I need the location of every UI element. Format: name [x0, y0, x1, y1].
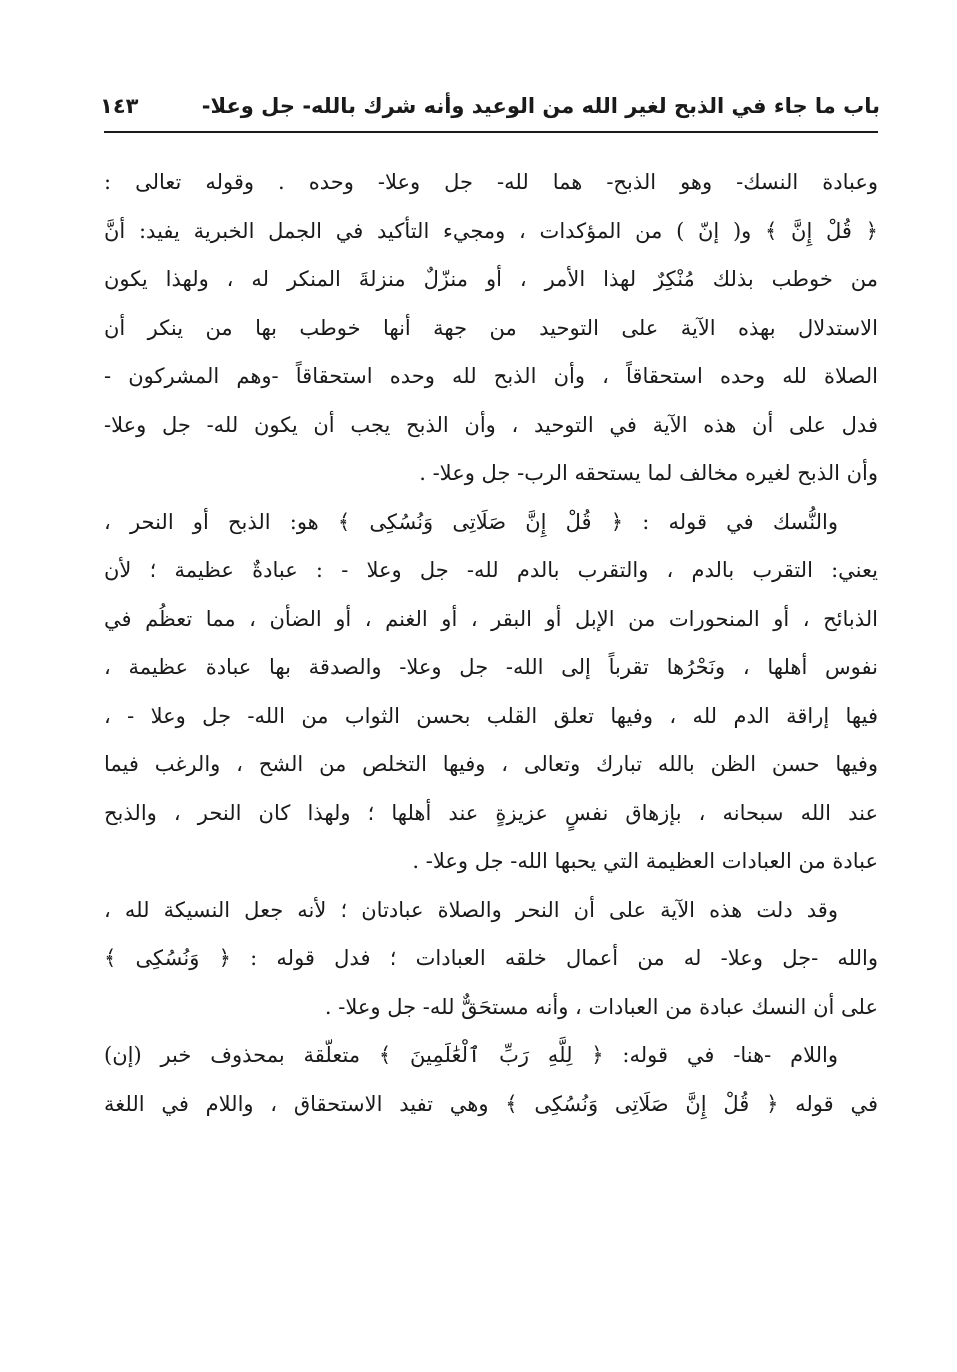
body-text: [104, 158, 878, 1128]
text-line: عند الله سبحانه ، بإزهاق نفسٍ عزيزةٍ عند أهلها ؛ ولهذا كان النحر ، والذبح: [104, 800, 878, 825]
text-line: وفيها حسن الظن بالله تبارك وتعالى ، وفيها التخلص من الشح ، والرغب فيما: [104, 752, 878, 776]
text-line: على أن النسك عبادة من العبادات ، وأنه مستحَقٌّ لله- جل وعلا- .: [324, 994, 878, 1019]
text-line: يعني: التقرب بالدم ، والتقرب بالدم لله- جل وعلا - : عبادةٌ عظيمة ؛ لأن: [104, 558, 878, 582]
text-line: وعبادة النسك- وهو الذبح- هما لله- جل وعلا- وحده . وقوله تعالى :: [104, 170, 878, 194]
text-line: عبادة من العبادات العظيمة التي يحبها الله- جل وعلا- .: [412, 849, 878, 873]
text-line: الصلاة لله وحده استحقاقاً ، وأن الذبح لله وحده استحقاقاً -وهم المشركون -: [104, 364, 878, 388]
text-line: في قوله ﴿ قُلْ إِنَّ صَلَاتِى وَنُسُكِى ﴾ وهي تفيد الاستحقاق ، واللام في اللغة: [104, 1091, 878, 1116]
text-line: نفوس أهلها ، ونَحْرُها تقرباً إلى الله- جل وعلا- والصدقة بها عبادة عظيمة ،: [104, 655, 878, 679]
text-line: والله -جل وعلا- له من أعمال خلقه العبادات ؛ فدل قوله : ﴿ وَنُسُكِى ﴾: [104, 946, 878, 970]
text-line: والنُّسك في قوله : ﴿ قُلْ إِنَّ صَلَاتِى وَنُسُكِى ﴾ هو: الذبح أو النحر ،: [104, 509, 838, 534]
text-line: وقد دلت هذه الآية على أن النحر والصلاة عبادتان ؛ لأنه جعل النسيكة لله ،: [104, 897, 838, 922]
text-line: ﴿ قُلْ إِنَّ ﴾ و( إنّ ) من المؤكدات ، ومجيء التأكيد في الجمل الخبرية يفيد: أنَّ: [104, 218, 878, 243]
text-line: الذبائح ، أو المنحورات من الإبل أو البقر ، أو الغنم ، أو الضأن ، مما تعظُم في: [104, 606, 878, 631]
text-line: من خوطب بذلك مُنْكِرٌ لهذا الأمر ، أو منزّلٌ منزلةَ المنكر له ، ولهذا يكون: [104, 267, 878, 291]
text-line: فدل على أن هذه الآية في التوحيد ، وأن الذبح يجب أن يكون لله- جل وعلا-: [104, 412, 878, 437]
chapter-title: باب ما جاء في الذبح لغير الله من الوعيد وأنه شرك بالله- جل وعلا-: [201, 94, 880, 118]
text-line: وأن الذبح لغيره مخالف لما يستحقه الرب- جل وعلا- .: [419, 461, 878, 485]
page-number: ١٤٣: [100, 94, 139, 118]
text-line: واللام -هنا- في قوله: ﴿ لِلَّهِ رَبِّ ٱلْعَٰلَمِينَ ﴾ متعلّقة بمحذوف خبر (إن): [104, 1043, 838, 1067]
text-line: الاستدلال بهذه الآية على التوحيد من جهة أنها خوطب بها من ينكر أن: [104, 315, 878, 340]
page-header: [100, 92, 880, 128]
header-divider: [104, 131, 878, 133]
text-line: فيها إراقة الدم لله ، وفيها تعلق القلب بحسن الثواب من الله- جل وعلا - ،: [104, 703, 878, 728]
